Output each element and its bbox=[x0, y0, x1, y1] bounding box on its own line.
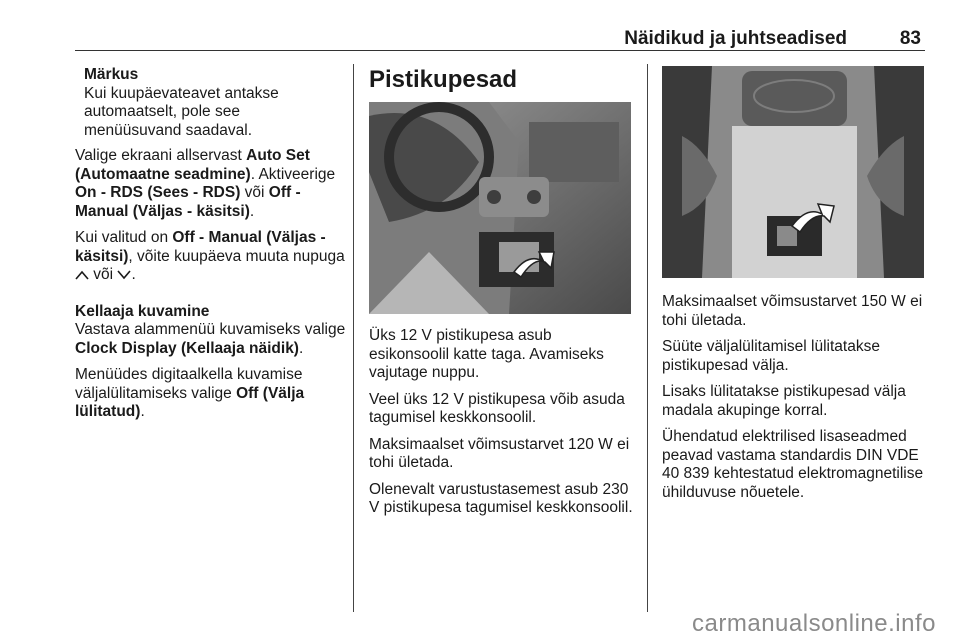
paragraph: Veel üks 12 V pistikupesa võib asuda tagumisel keskkonsoolil. bbox=[369, 390, 625, 426]
menu-term: On - RDS (Sees - RDS) bbox=[75, 184, 241, 201]
front-console-socket-image bbox=[369, 102, 631, 314]
watermark: carmanualsonline.info bbox=[692, 610, 936, 637]
paragraph: Olenevalt varustustasemest asub 230 V pistikupesa tagumisel keskkonsoolil. bbox=[369, 480, 633, 516]
paragraph: Maksimaalset võimsustarvet 150 W ei tohi ületada. bbox=[662, 293, 923, 329]
header-rule bbox=[75, 50, 925, 51]
text: , võite kuupäeva muuta nupuga bbox=[128, 247, 345, 265]
text: . bbox=[249, 202, 255, 220]
text: Kui valitud on bbox=[75, 229, 173, 246]
paragraph-list bbox=[662, 293, 924, 502]
section-title: Pistikupesad bbox=[369, 66, 518, 93]
menu-term: Off - Manual (Väljas - käsitsi) bbox=[75, 229, 326, 265]
text: või bbox=[89, 266, 118, 283]
text: Menüüdes digitaalkella kuvamise väljalülitamiseks valige bbox=[75, 366, 303, 402]
page-number: 83 bbox=[899, 28, 921, 49]
header-title: Näidikud ja juhtseadised bbox=[624, 28, 847, 49]
column-2 bbox=[369, 66, 635, 526]
rear-console-socket-image bbox=[662, 66, 924, 278]
chevron-down-icon bbox=[117, 270, 131, 280]
column-divider-1 bbox=[353, 64, 354, 612]
column-1 bbox=[75, 66, 347, 430]
menu-term: Clock Display (Kellaaja näidik) bbox=[75, 339, 299, 357]
note-line: Kui kuupäevateavet antakse bbox=[84, 84, 279, 102]
paragraph: Üks 12 V pistikupesa asub esikonsoolil katte taga. Avamiseks vajutage nuppu. bbox=[369, 327, 604, 381]
paragraph-auto-set bbox=[75, 147, 347, 221]
column-3 bbox=[662, 66, 924, 510]
paragraph: Maksimaalset võimsustarvet 120 W ei tohi ületada. bbox=[369, 435, 630, 471]
page-header bbox=[75, 24, 925, 50]
paragraph-manual-date bbox=[75, 229, 347, 285]
paragraph: Lisaks lülitatakse pistikupesad välja madala akupinge korral. bbox=[662, 383, 906, 419]
note-line: menüüsuvand saadaval. bbox=[84, 121, 253, 139]
menu-term: Off - Manual (Väljas - käsitsi) bbox=[75, 184, 301, 220]
section-heading-clock: Kellaaja kuvamine bbox=[75, 302, 210, 320]
column-divider-2 bbox=[647, 64, 648, 612]
paragraph-clock-display bbox=[75, 321, 347, 358]
paragraph: Süüte väljalülitamisel lülitatakse pistikupesad välja. bbox=[662, 338, 880, 374]
paragraph: Ühendatud elektrilised lisaseadmed peavad vastama standardis DIN VDE 40 839 kehtestatud elektromagnetilise ühilduvuse nõuetele. bbox=[662, 428, 924, 501]
menu-term: Auto Set (Automaatne seadmine) bbox=[75, 147, 310, 183]
paragraph-list bbox=[369, 327, 635, 518]
text: . bbox=[298, 339, 304, 357]
chevron-up-icon bbox=[75, 270, 89, 280]
front-console-illustration bbox=[369, 102, 631, 314]
note-title: Märkus bbox=[84, 66, 139, 83]
menu-term: Off (Välja lülitatud) bbox=[75, 384, 305, 420]
text: . bbox=[131, 266, 136, 283]
paragraph-clock-off bbox=[75, 366, 347, 422]
note-block bbox=[75, 66, 347, 140]
text: Vastava alammenüü kuvamiseks valige bbox=[75, 321, 346, 338]
text: või bbox=[240, 184, 269, 201]
text: . Aktiveerige bbox=[250, 165, 336, 183]
note-line: automaatselt, pole see bbox=[84, 103, 240, 120]
text: . bbox=[140, 403, 145, 420]
text: Valige ekraani allservast bbox=[75, 147, 247, 164]
rear-console-illustration bbox=[662, 66, 924, 278]
